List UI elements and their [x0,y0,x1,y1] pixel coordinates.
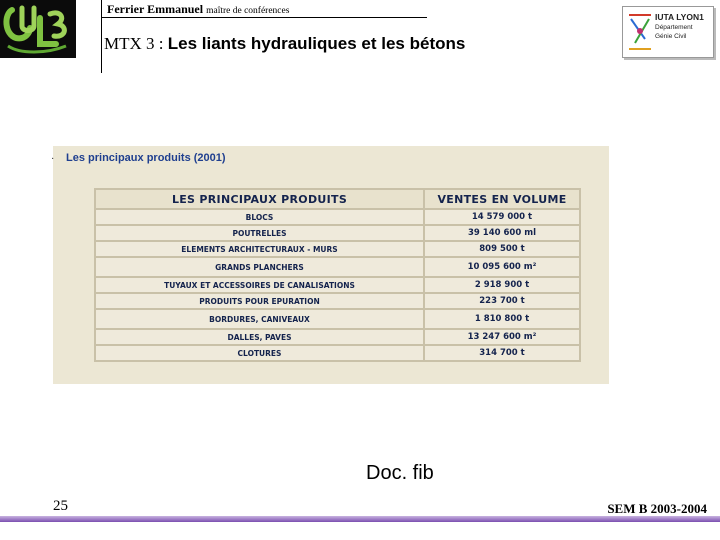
author-name: Ferrier Emmanuel [107,2,204,16]
product-name-cell: BLOCS [96,210,423,224]
products-table [94,188,581,362]
document-source: Doc. fib [366,462,434,484]
table-row [96,294,579,308]
sales-volume-cell: 2 918 900 t [425,278,579,292]
sales-volume-cell: 14 579 000 t [425,210,579,224]
ucbl-logo [0,0,76,58]
sales-volume-cell: 10 095 600 m² [425,258,579,276]
product-name-cell: DALLES, PAVES [96,330,423,344]
product-name-cell: ELEMENTS ARCHITECTURAUX - MURS [96,242,423,256]
figure-caption: Les principaux produits (2001) [66,152,226,164]
table-row [96,346,579,360]
product-name-cell: GRANDS PLANCHERS [96,258,423,276]
author-role: maître de conférences [206,6,290,16]
product-name-cell: CLOTURES [96,346,423,360]
iuta-emblem-icon [625,9,657,57]
author-line [102,0,427,18]
course-code: MTX 3 : [104,34,164,53]
products-figure [53,146,609,384]
ucbl-logo-icon [0,0,76,58]
course-title [104,34,465,54]
iuta-logo [622,6,714,58]
iuta-name: IUTA LYON1 [655,12,704,22]
table-row [96,278,579,292]
column-header-products: LES PRINCIPAUX PRODUITS [96,190,423,208]
bullet-mark: · [51,154,55,165]
sales-volume-cell: 809 500 t [425,242,579,256]
product-name-cell: PRODUITS POUR EPURATION [96,294,423,308]
product-name-cell: POUTRELLES [96,226,423,240]
product-name-cell: TUYAUX ET ACCESSOIRES DE CANALISATIONS [96,278,423,292]
iuta-field: Génie Civil [655,33,687,40]
page-number: 25 [53,498,68,514]
table-row [96,330,579,344]
iuta-dept: Département [655,24,693,31]
sales-volume-cell: 13 247 600 m² [425,330,579,344]
course-name: Les liants hydrauliques et les bétons [167,34,466,53]
sales-volume-cell: 314 700 t [425,346,579,360]
table-row [96,226,579,240]
session-label: SEM B 2003-2004 [607,501,707,516]
sales-volume-cell: 1 810 800 t [425,310,579,328]
footer-bar [0,516,720,522]
sales-volume-cell: 39 140 600 ml [425,226,579,240]
sales-volume-cell: 223 700 t [425,294,579,308]
table-row [96,242,579,256]
product-name-cell: BORDURES, CANIVEAUX [96,310,423,328]
table-row [96,210,579,224]
table-row [96,310,579,328]
column-header-volume: VENTES EN VOLUME [425,190,579,208]
table-header-row [96,190,579,208]
iuta-logo-text [655,12,713,41]
table-row [96,258,579,276]
